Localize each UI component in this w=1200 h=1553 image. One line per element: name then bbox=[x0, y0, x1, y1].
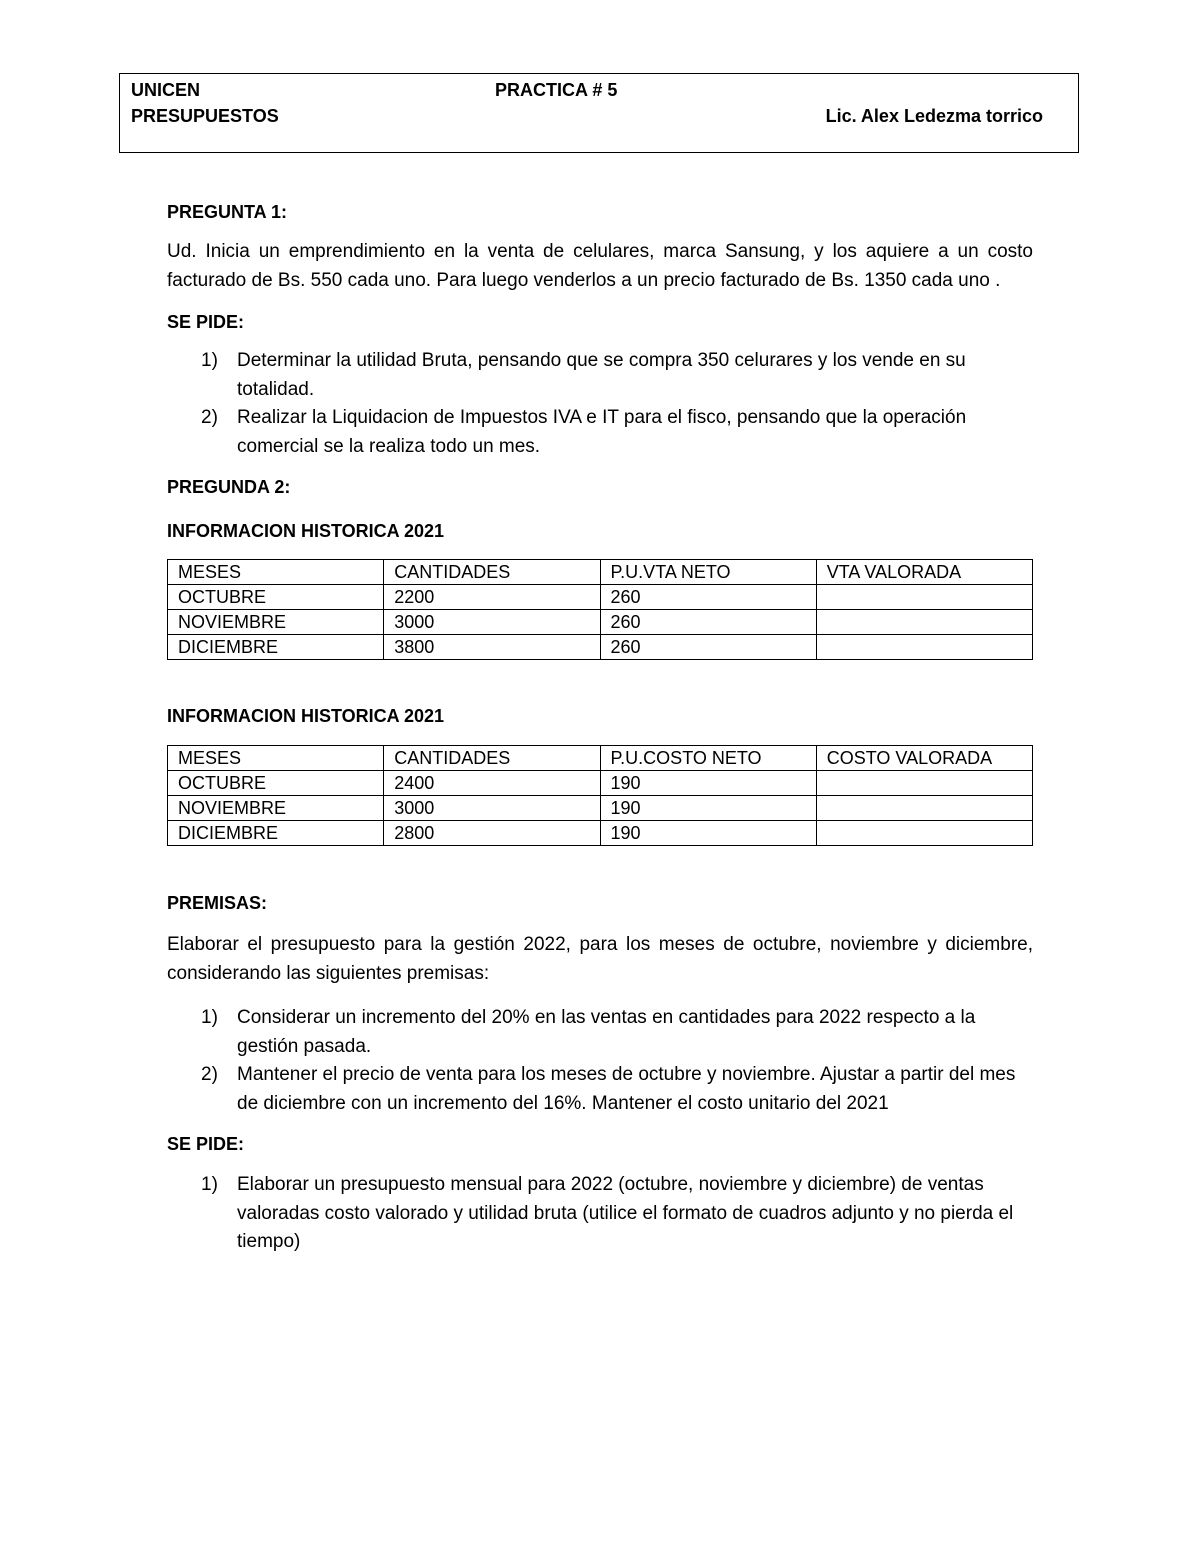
list-text: Considerar un incremento del 20% en las ventas en cantidades para 2022 respecto a la gestión pasada. bbox=[237, 1007, 976, 1057]
table-cell: 3000 bbox=[384, 796, 600, 821]
cost-history-table bbox=[167, 745, 1033, 846]
table-1-title: INFORMACION HISTORICA 2021 bbox=[167, 521, 445, 541]
table-header-cell: P.U.COSTO NETO bbox=[600, 746, 816, 771]
table-cell: 260 bbox=[600, 635, 816, 660]
list-item bbox=[167, 1004, 1033, 1061]
table-row bbox=[168, 635, 1033, 660]
table-cell: DICIEMBRE bbox=[168, 635, 384, 660]
question-2-list bbox=[167, 1171, 1033, 1257]
table-cell: OCTUBRE bbox=[168, 771, 384, 796]
table-cell bbox=[816, 821, 1032, 846]
question-2-title: PREGUNDA 2: bbox=[167, 477, 291, 497]
practice-title: PRACTICA # 5 bbox=[495, 80, 618, 100]
question-1-se-pide: SE PIDE: bbox=[167, 312, 245, 332]
table-cell: NOVIEMBRE bbox=[168, 610, 384, 635]
table-row bbox=[168, 610, 1033, 635]
table-cell: 260 bbox=[600, 610, 816, 635]
question-1-list bbox=[167, 347, 1033, 461]
table-header-cell: MESES bbox=[168, 560, 384, 585]
list-item bbox=[167, 1171, 1033, 1257]
list-text: Determinar la utilidad Bruta, pensando que se compra 350 celurares y los vende en su totalidad. bbox=[237, 350, 966, 400]
table-2-title: INFORMACION HISTORICA 2021 bbox=[167, 706, 445, 726]
premisas-title: PREMISAS: bbox=[167, 893, 268, 913]
question-1-title: PREGUNTA 1: bbox=[167, 202, 288, 222]
institution-name: UNICEN bbox=[131, 80, 201, 100]
table-header-cell: CANTIDADES bbox=[384, 746, 600, 771]
list-number: 1) bbox=[201, 1007, 218, 1028]
question-1-text: Ud. Inicia un emprendimiento en la venta de celulares, marca Sansung, y los aquiere a un costo facturado de Bs. 550 cada uno. Para luego venderlos a un precio facturado de Bs. 1350 cada uno . bbox=[167, 241, 1033, 291]
table-header-row bbox=[168, 746, 1033, 771]
question-2-se-pide: SE PIDE: bbox=[167, 1134, 245, 1154]
list-item bbox=[167, 1061, 1033, 1118]
list-text: Realizar la Liquidacion de Impuestos IVA e IT para el fisco, pensando que la operación comercial se la realiza todo un mes. bbox=[237, 407, 967, 457]
table-row bbox=[168, 771, 1033, 796]
table-cell bbox=[816, 796, 1032, 821]
table-cell bbox=[816, 771, 1032, 796]
premisas-text: Elaborar el presupuesto para la gestión 2022, para los meses de octubre, noviembre y diciembre, considerando las siguientes premisas: bbox=[167, 934, 1033, 984]
table-cell: 190 bbox=[600, 796, 816, 821]
table-cell: OCTUBRE bbox=[168, 585, 384, 610]
teacher-name: Lic. Alex Ledezma torrico bbox=[825, 106, 1043, 126]
list-number: 1) bbox=[201, 1174, 218, 1195]
table-row bbox=[168, 796, 1033, 821]
table-header-cell: VTA VALORADA bbox=[816, 560, 1032, 585]
subject-name: PRESUPUESTOS bbox=[131, 106, 279, 126]
table-header-cell: COSTO VALORADA bbox=[816, 746, 1032, 771]
list-item bbox=[167, 347, 1033, 404]
table-cell: 2800 bbox=[384, 821, 600, 846]
list-item bbox=[167, 404, 1033, 461]
table-header-cell: MESES bbox=[168, 746, 384, 771]
list-text: Elaborar un presupuesto mensual para 2022 (octubre, noviembre y diciembre) de ventas valoradas costo valorado y utilidad bruta (utilice el formato de cuadros adjunto y no pierda el tiempo) bbox=[237, 1174, 1014, 1252]
table-cell: 2200 bbox=[384, 585, 600, 610]
header-box bbox=[119, 73, 1079, 153]
list-number: 1) bbox=[201, 350, 218, 371]
table-header-cell: P.U.VTA NETO bbox=[600, 560, 816, 585]
table-cell bbox=[816, 635, 1032, 660]
table-cell: 3000 bbox=[384, 610, 600, 635]
list-number: 2) bbox=[201, 1064, 218, 1085]
premisas-list bbox=[167, 1004, 1033, 1118]
list-text: Mantener el precio de venta para los meses de octubre y noviembre. Ajustar a partir del mes de diciembre con un incremento del 16%. Mantener el costo unitario del 2021 bbox=[237, 1064, 1016, 1114]
table-cell: 260 bbox=[600, 585, 816, 610]
table-row bbox=[168, 821, 1033, 846]
table-cell bbox=[816, 610, 1032, 635]
list-number: 2) bbox=[201, 407, 218, 428]
table-cell bbox=[816, 585, 1032, 610]
table-cell: 190 bbox=[600, 771, 816, 796]
table-cell: 190 bbox=[600, 821, 816, 846]
table-cell: DICIEMBRE bbox=[168, 821, 384, 846]
document-body bbox=[167, 200, 1033, 1257]
table-header-cell: CANTIDADES bbox=[384, 560, 600, 585]
table-header-row bbox=[168, 560, 1033, 585]
table-cell: 3800 bbox=[384, 635, 600, 660]
table-row bbox=[168, 585, 1033, 610]
sales-history-table bbox=[167, 559, 1033, 660]
table-cell: 2400 bbox=[384, 771, 600, 796]
table-cell: NOVIEMBRE bbox=[168, 796, 384, 821]
